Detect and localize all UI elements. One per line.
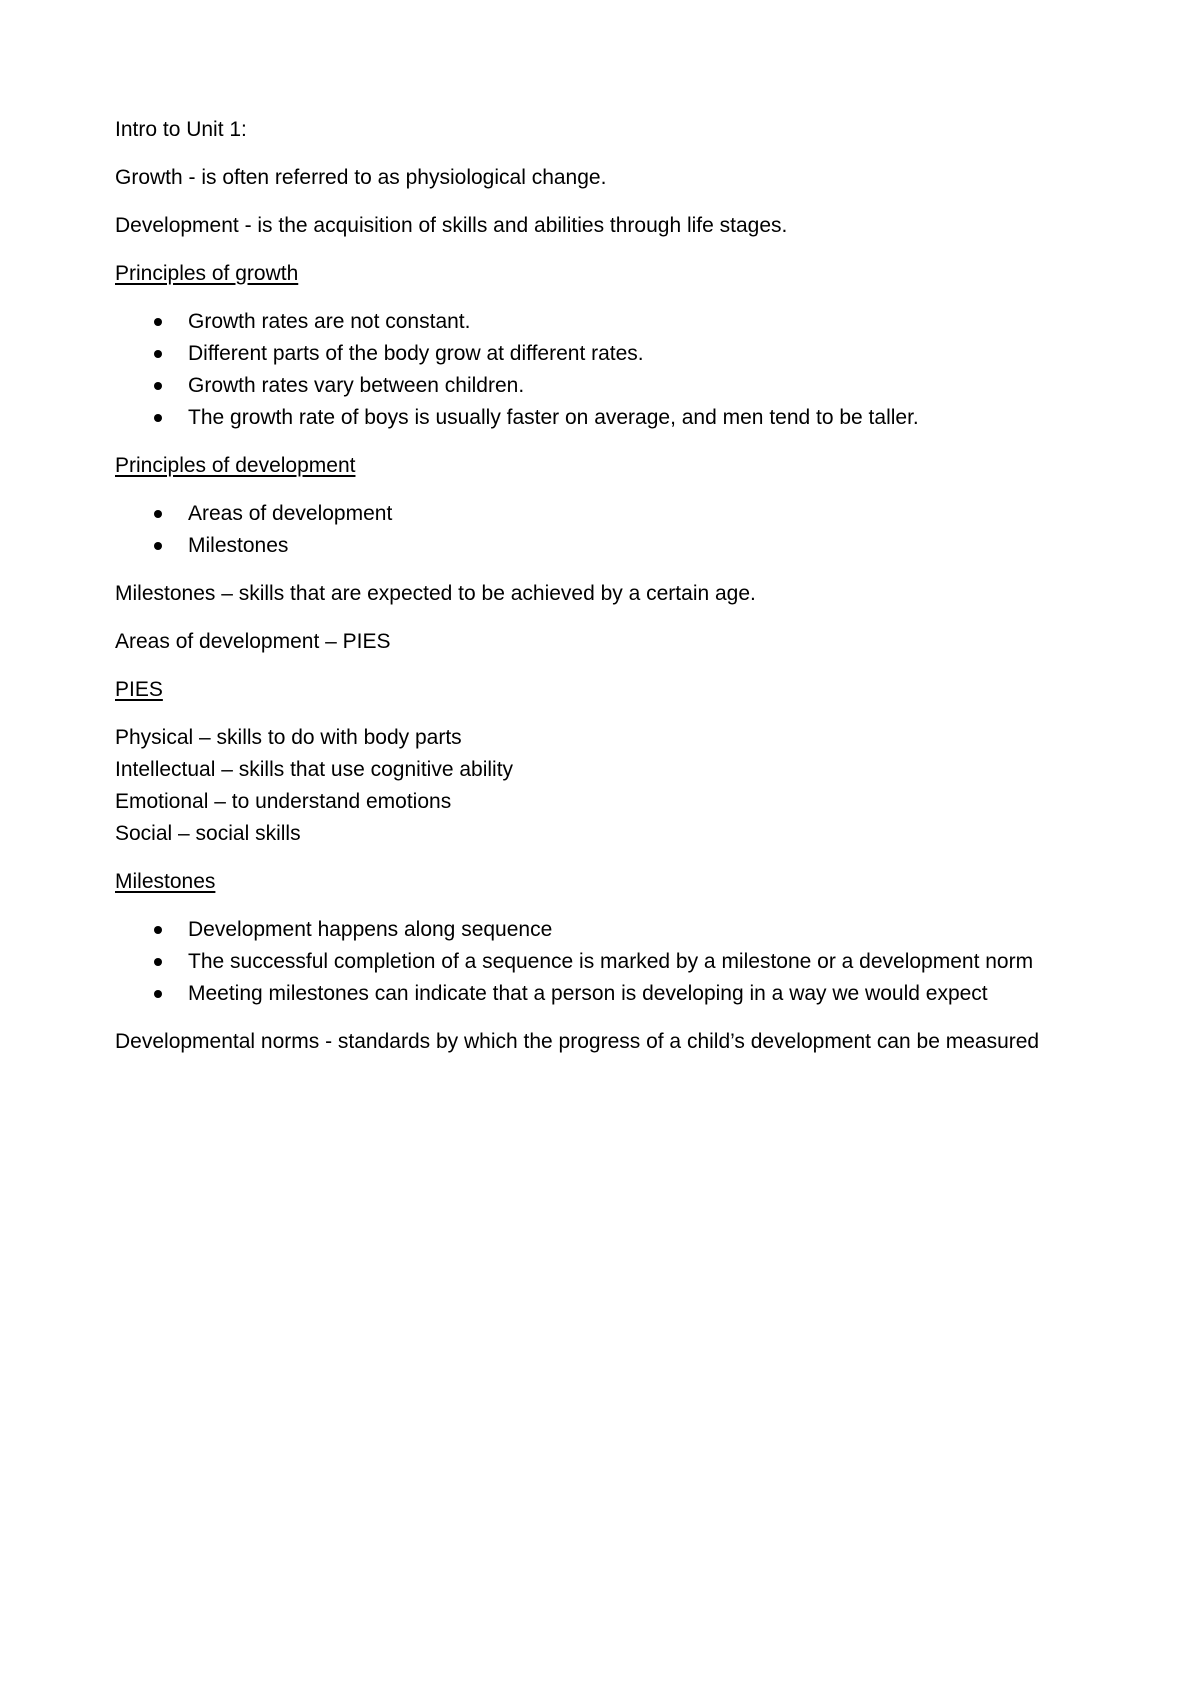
list-item: Milestones: [115, 530, 1115, 562]
list-item: Development happens along sequence: [115, 914, 1115, 946]
pies-line-intellectual: Intellectual – skills that use cognitive ability: [115, 758, 514, 781]
principles-of-growth-list: [115, 306, 1115, 434]
milestones-heading: Milestones: [115, 870, 216, 893]
pies-heading: PIES: [115, 678, 163, 701]
list-item: Meeting milestones can indicate that a person is developing in a way we would expect: [115, 978, 1115, 1010]
pies-lines: [115, 722, 1115, 850]
pies-line-emotional: Emotional – to understand emotions: [115, 790, 452, 813]
milestones-definition: Milestones – skills that are expected to be achieved by a certain age.: [115, 582, 756, 605]
list-item: Growth rates are not constant.: [115, 306, 1115, 338]
list-item: The successful completion of a sequence is marked by a milestone or a development norm: [115, 946, 1115, 978]
developmental-norms-definition: Developmental norms - standards by which the progress of a child’s development can be measured: [115, 1030, 1040, 1053]
areas-of-development-definition: Areas of development – PIES: [115, 630, 391, 653]
document-body: [115, 114, 1115, 1074]
list-item: Different parts of the body grow at different rates.: [115, 338, 1115, 370]
list-item: Growth rates vary between children.: [115, 370, 1115, 402]
principles-of-growth-heading: Principles of growth: [115, 262, 299, 285]
development-definition: Development - is the acquisition of skills and abilities through life stages.: [115, 214, 788, 237]
principles-of-development-list: [115, 498, 1115, 562]
list-item: The growth rate of boys is usually faster on average, and men tend to be taller.: [115, 402, 1115, 434]
principles-of-development-heading: Principles of development: [115, 454, 356, 477]
pies-line-social: Social – social skills: [115, 822, 301, 845]
pies-line-physical: Physical – skills to do with body parts: [115, 726, 462, 749]
growth-definition: Growth - is often referred to as physiological change.: [115, 166, 607, 189]
milestones-list: [115, 914, 1115, 1010]
document-title: Intro to Unit 1:: [115, 118, 247, 141]
list-item: Areas of development: [115, 498, 1115, 530]
